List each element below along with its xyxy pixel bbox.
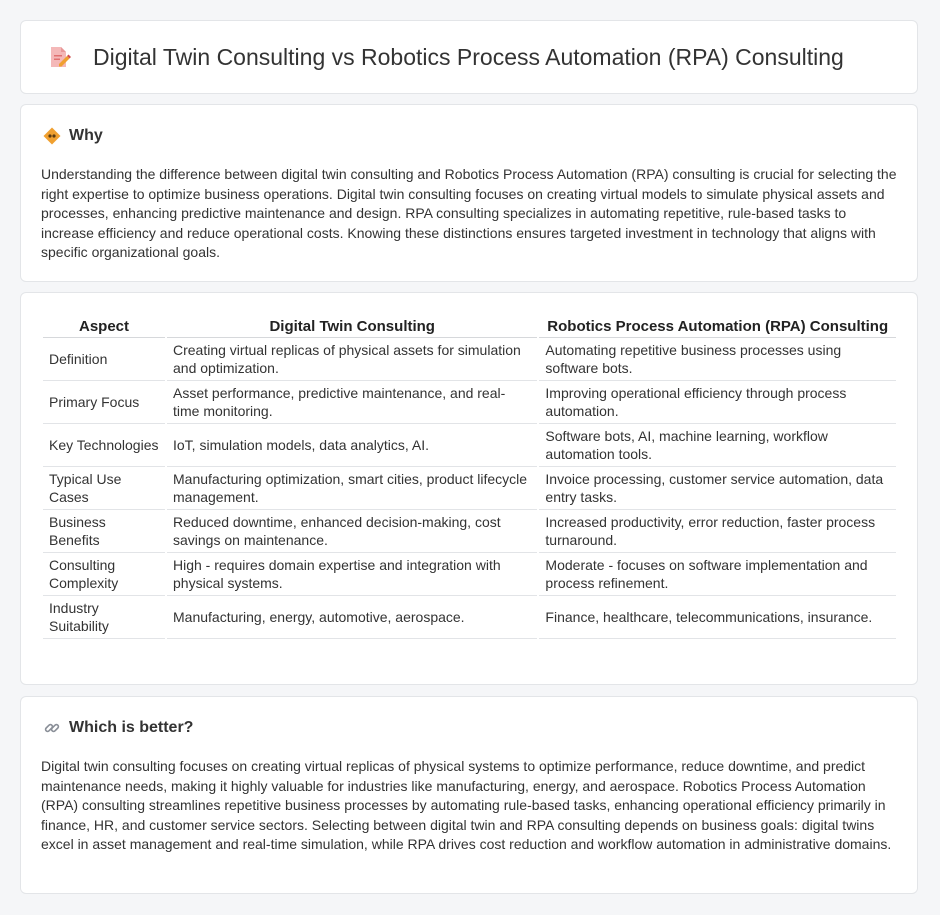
digital-twin-cell: Creating virtual replicas of physical assets for simulation and optimization. <box>167 338 537 381</box>
digital-twin-cell: Asset performance, predictive maintenance, and real-time monitoring. <box>167 381 537 424</box>
table-row <box>43 338 896 381</box>
aspect-cell: Typical Use Cases <box>43 467 165 510</box>
why-card <box>20 104 918 282</box>
why-heading: Why <box>69 127 103 144</box>
table-header-row <box>43 315 896 338</box>
aspect-cell: Consulting Complexity <box>43 553 165 596</box>
why-paragraph: Understanding the difference between digital twin consulting and Robotics Process Automation (RPA) consulting is crucial for selecting the right expertise to optimize business operations. Digital twin consulting focuses on creating virtual models to simulate physical assets and processes, enhancing predictive maintenance and design. RPA consulting specializes in automating repetitive, rule-based tasks to increase efficiency and reduce operational costs. Knowing these distinctions ensures targeted investment in technology that aligns with specific organizational goals. <box>41 166 897 260</box>
table-row <box>43 424 896 467</box>
better-paragraph: Digital twin consulting focuses on creating virtual replicas of physical systems to optimize performance, reduce downtime, and predict maintenance needs, making it highly valuable for industries like manufacturing, energy, and aerospace. Robotics Process Automation (RPA) consulting streamlines repetitive business processes by automating rule-based tasks, enhancing operational efficiency primarily in finance, HR, and customer service sectors. Selecting between digital twin and RPA consulting depends on business goals: digital twins excel in asset management and real-time simulation, while RPA drives cost reduction and workflow automation in administrative domains. <box>41 758 892 852</box>
digital-twin-cell: Manufacturing optimization, smart cities, product lifecycle management. <box>167 467 537 510</box>
rpa-cell: Automating repetitive business processes using software bots. <box>539 338 896 381</box>
page-title: Digital Twin Consulting vs Robotics Process Automation (RPA) Consulting <box>93 43 844 70</box>
title-card <box>20 20 918 94</box>
header-aspect: Aspect <box>43 315 165 338</box>
rpa-cell: Increased productivity, error reduction, faster process turnaround. <box>539 510 896 553</box>
rpa-cell: Finance, healthcare, telecommunications, insurance. <box>539 596 896 639</box>
which-better-card <box>20 696 918 894</box>
table-row <box>43 381 896 424</box>
rpa-cell: Software bots, AI, machine learning, workflow automation tools. <box>539 424 896 467</box>
aspect-cell: Key Technologies <box>43 424 165 467</box>
aspect-cell: Primary Focus <box>43 381 165 424</box>
rpa-cell: Moderate - focuses on software implementation and process refinement. <box>539 553 896 596</box>
table-row <box>43 596 896 639</box>
aspect-cell: Definition <box>43 338 165 381</box>
digital-twin-cell: Manufacturing, energy, automotive, aerospace. <box>167 596 537 639</box>
table-row <box>43 510 896 553</box>
comparison-card <box>20 292 918 685</box>
better-header <box>43 719 193 737</box>
comparison-table <box>41 315 898 639</box>
digital-twin-cell: IoT, simulation models, data analytics, AI. <box>167 424 537 467</box>
rpa-cell: Invoice processing, customer service automation, data entry tasks. <box>539 467 896 510</box>
table-row <box>43 467 896 510</box>
document-pencil-icon <box>47 45 71 69</box>
header-rpa: Robotics Process Automation (RPA) Consulting <box>539 315 896 338</box>
rpa-cell: Improving operational efficiency through process automation. <box>539 381 896 424</box>
link-icon <box>43 719 61 737</box>
table-row <box>43 553 896 596</box>
why-header <box>43 127 103 145</box>
header-digital-twin: Digital Twin Consulting <box>167 315 537 338</box>
aspect-cell: Business Benefits <box>43 510 165 553</box>
digital-twin-cell: High - requires domain expertise and integration with physical systems. <box>167 553 537 596</box>
diamond-sign-icon <box>43 127 61 145</box>
aspect-cell: Industry Suitability <box>43 596 165 639</box>
better-heading: Which is better? <box>69 719 194 736</box>
digital-twin-cell: Reduced downtime, enhanced decision-making, cost savings on maintenance. <box>167 510 537 553</box>
